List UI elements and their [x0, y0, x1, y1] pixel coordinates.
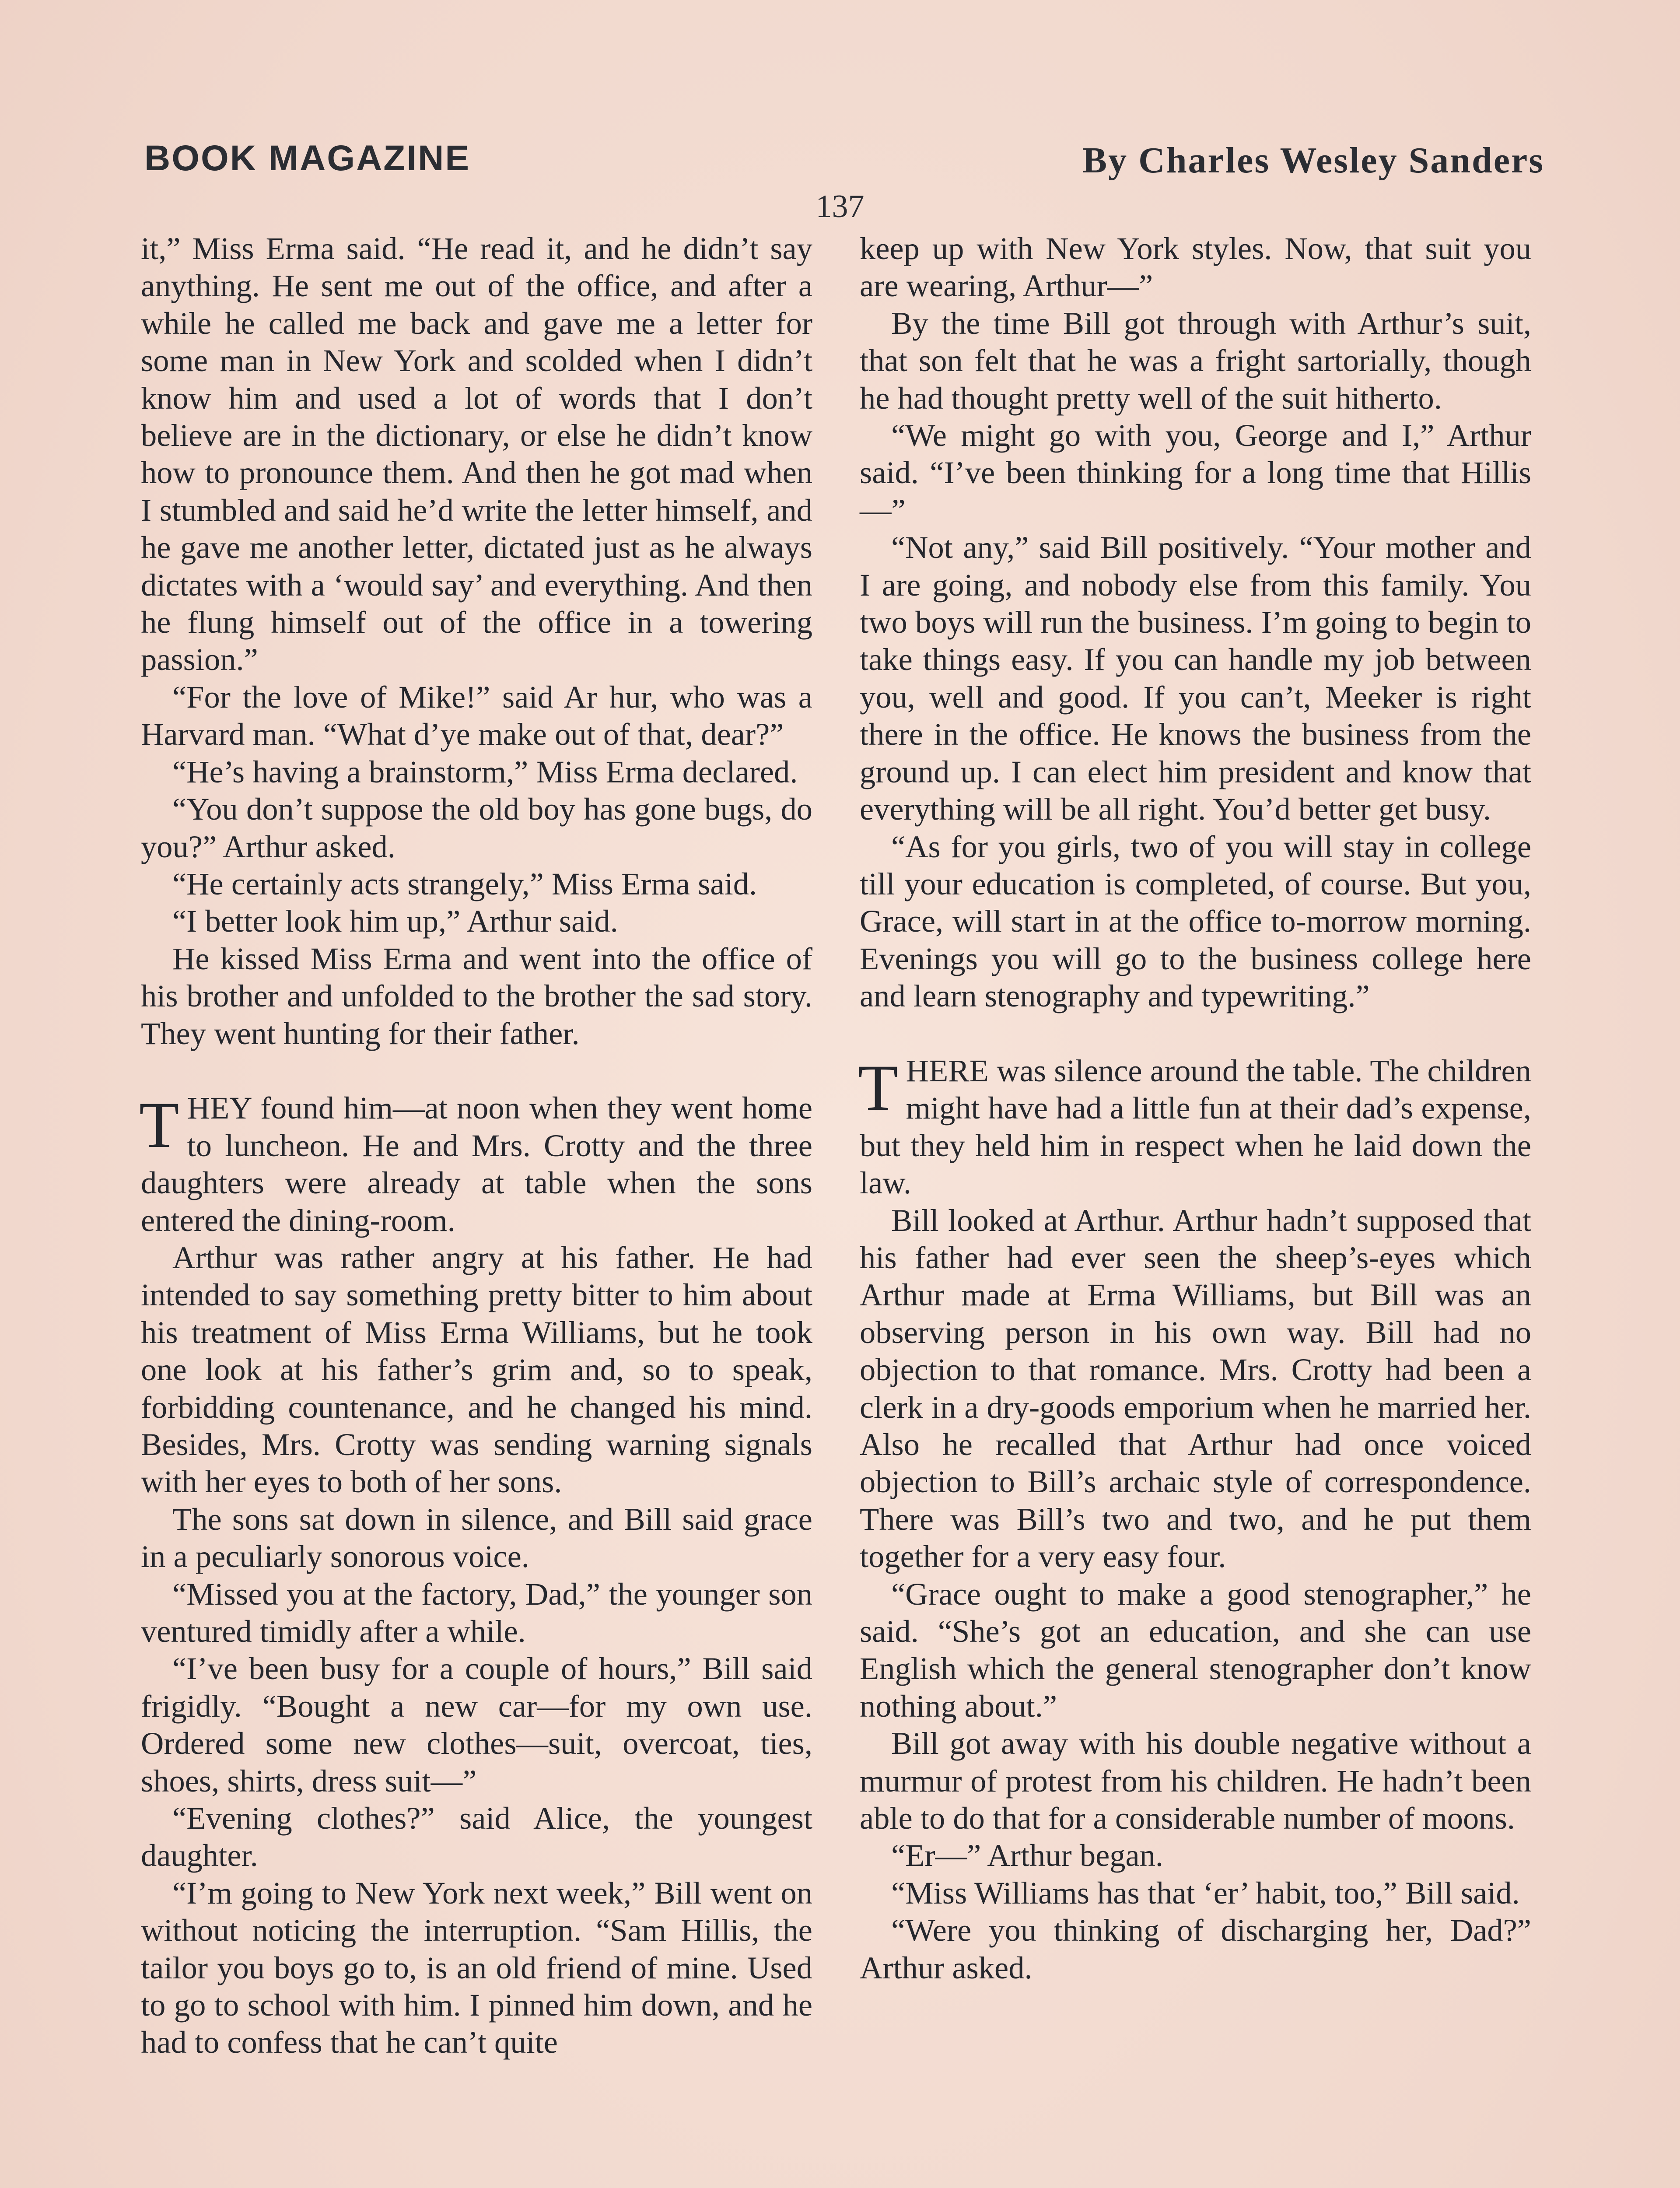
section-opening-paragraph: [141, 1089, 812, 1239]
section-opening-paragraph: [860, 1052, 1531, 1202]
paragraph: He kissed Miss Erma and went into the office of his brother and unfolded to the brother the sad story. They went hunting for their father.: [141, 940, 812, 1051]
paragraph: “He certainly acts strangely,” Miss Erma said.: [172, 866, 757, 901]
drop-cap: T: [139, 1089, 179, 1162]
paragraph: “As for you girls, two of you will stay in college till your education is completed, of course. But you, Grace, will start in at the office to-morrow morning. Evenings you will go to the business college here and learn stenography and typewriting.”: [860, 828, 1531, 1014]
left-column: [141, 230, 812, 2061]
page-number: 137: [816, 189, 864, 224]
paragraph: By the time Bill got through with Arthur’s suit, that son felt that he was a fright sartorially, though he had thought pretty well of the suit hitherto.: [860, 305, 1531, 416]
paragraph: Bill looked at Arthur. Arthur hadn’t supposed that his father had ever seen the sheep’s-eyes which Arthur made at Erma Williams, but Bill was an observing person in his own way. Bill had no objection to that romance. Mrs. Crotty had been a clerk in a dry-goods emporium when he married her. Also he recalled that Arthur had once voiced objection to Bill’s archaic style of correspondence. There was Bill’s two and two, and he put them together for a very easy four.: [860, 1202, 1531, 1574]
paragraph-text: HERE was silence around the table. The children might have had a little fun at their dad’s expense, but they held him in respect when he laid down the law.: [860, 1052, 1531, 1201]
paragraph-text: HEY found him—at noon when they went home to luncheon. He and Mrs. Crotty and the three daughters were already at table when the sons entered the dining-room.: [141, 1090, 812, 1238]
drop-cap: T: [858, 1051, 898, 1124]
right-column: [860, 230, 1531, 1986]
paragraph: “Miss Williams has that ‘er’ habit, too,” Bill said.: [891, 1875, 1520, 1911]
paragraph: “Missed you at the factory, Dad,” the younger son ventured timidly after a while.: [141, 1576, 812, 1649]
paragraph: The sons sat down in silence, and Bill said grace in a peculiarly sonorous voice.: [141, 1501, 812, 1574]
paragraph: “Grace ought to make a good stenographer,” he said. “She’s got an education, and she can use English which the general stenographer don’t know nothing about.”: [860, 1576, 1531, 1724]
paragraph: “Not any,” said Bill positively. “Your mother and I are going, and nobody else from this family. You two boys will run the business. I’m going to begin to take things easy. If you can handle my job between you, well and good. If you can’t, Meeker is right there in the office. He knows the business from the ground up. I can elect him president and know that everything will be all right. You’d better get busy.: [860, 529, 1531, 827]
paragraph: “We might go with you, George and I,” Arthur said. “I’ve been thinking for a long time that Hillis—”: [860, 417, 1531, 528]
paragraph: Bill got away with his double negative without a murmur of protest from his children. He hadn’t been able to do that for a considerable number of moons.: [860, 1725, 1531, 1836]
paragraph: “Evening clothes?” said Alice, the youngest daughter.: [141, 1800, 812, 1873]
running-head-author: By Charles Wesley Sanders: [1082, 140, 1544, 181]
paragraph: “I better look him up,” Arthur said.: [172, 903, 618, 939]
paragraph: “Were you thinking of discharging her, Dad?” Arthur asked.: [860, 1912, 1531, 1985]
paragraph: Arthur was rather angry at his father. He had intended to say something pretty bitter to him about his treatment of Miss Erma Williams, but he took one look at his father’s grim and, so to speak, forbidding countenance, and he changed his mind. Besides, Mrs. Crotty was sending warning signals with her eyes to both of her sons.: [141, 1239, 812, 1500]
paragraph: it,” Miss Erma said. “He read it, and he didn’t say anything. He sent me out of the office, and after a while he called me back and gave me a letter for some man in New York and scolded when I didn’t know him and used a lot of words that I don’t believe are in the dictionary, or else he didn’t know how to pronounce them. And then he got mad when I stumbled and said he’d write the letter himself, and he gave me another letter, dictated just as he always dictates with a ‘would say’ and everything. And then he flung himself out of the office in a towering passion.”: [141, 231, 812, 677]
paragraph: “You don’t suppose the old boy has gone bugs, do you?” Arthur asked.: [141, 791, 812, 864]
paragraph: “I’ve been busy for a couple of hours,” Bill said frigidly. “Bought a new car—for my own use. Ordered some new clothes—suit, overcoat, ties, shoes, shirts, dress suit—”: [141, 1651, 812, 1799]
running-head-title: BOOK MAGAZINE: [144, 138, 471, 178]
paragraph: “For the love of Mike!” said Ar hur, who was a Harvard man. “What d’ye make out of that, dear?”: [141, 679, 812, 752]
paragraph: “I’m going to New York next week,” Bill went on without noticing the interruption. “Sam Hillis, the tailor you boys go to, is an old friend of mine. Used to go to school with him. I pinned him down, and he had to confess that he can’t quite: [141, 1875, 812, 2060]
paragraph: “Er—” Arthur began.: [891, 1837, 1164, 1873]
paragraph: keep up with New York styles. Now, that suit you are wearing, Arthur—”: [860, 231, 1531, 304]
paragraph: “He’s having a brainstorm,” Miss Erma declared.: [172, 754, 798, 789]
